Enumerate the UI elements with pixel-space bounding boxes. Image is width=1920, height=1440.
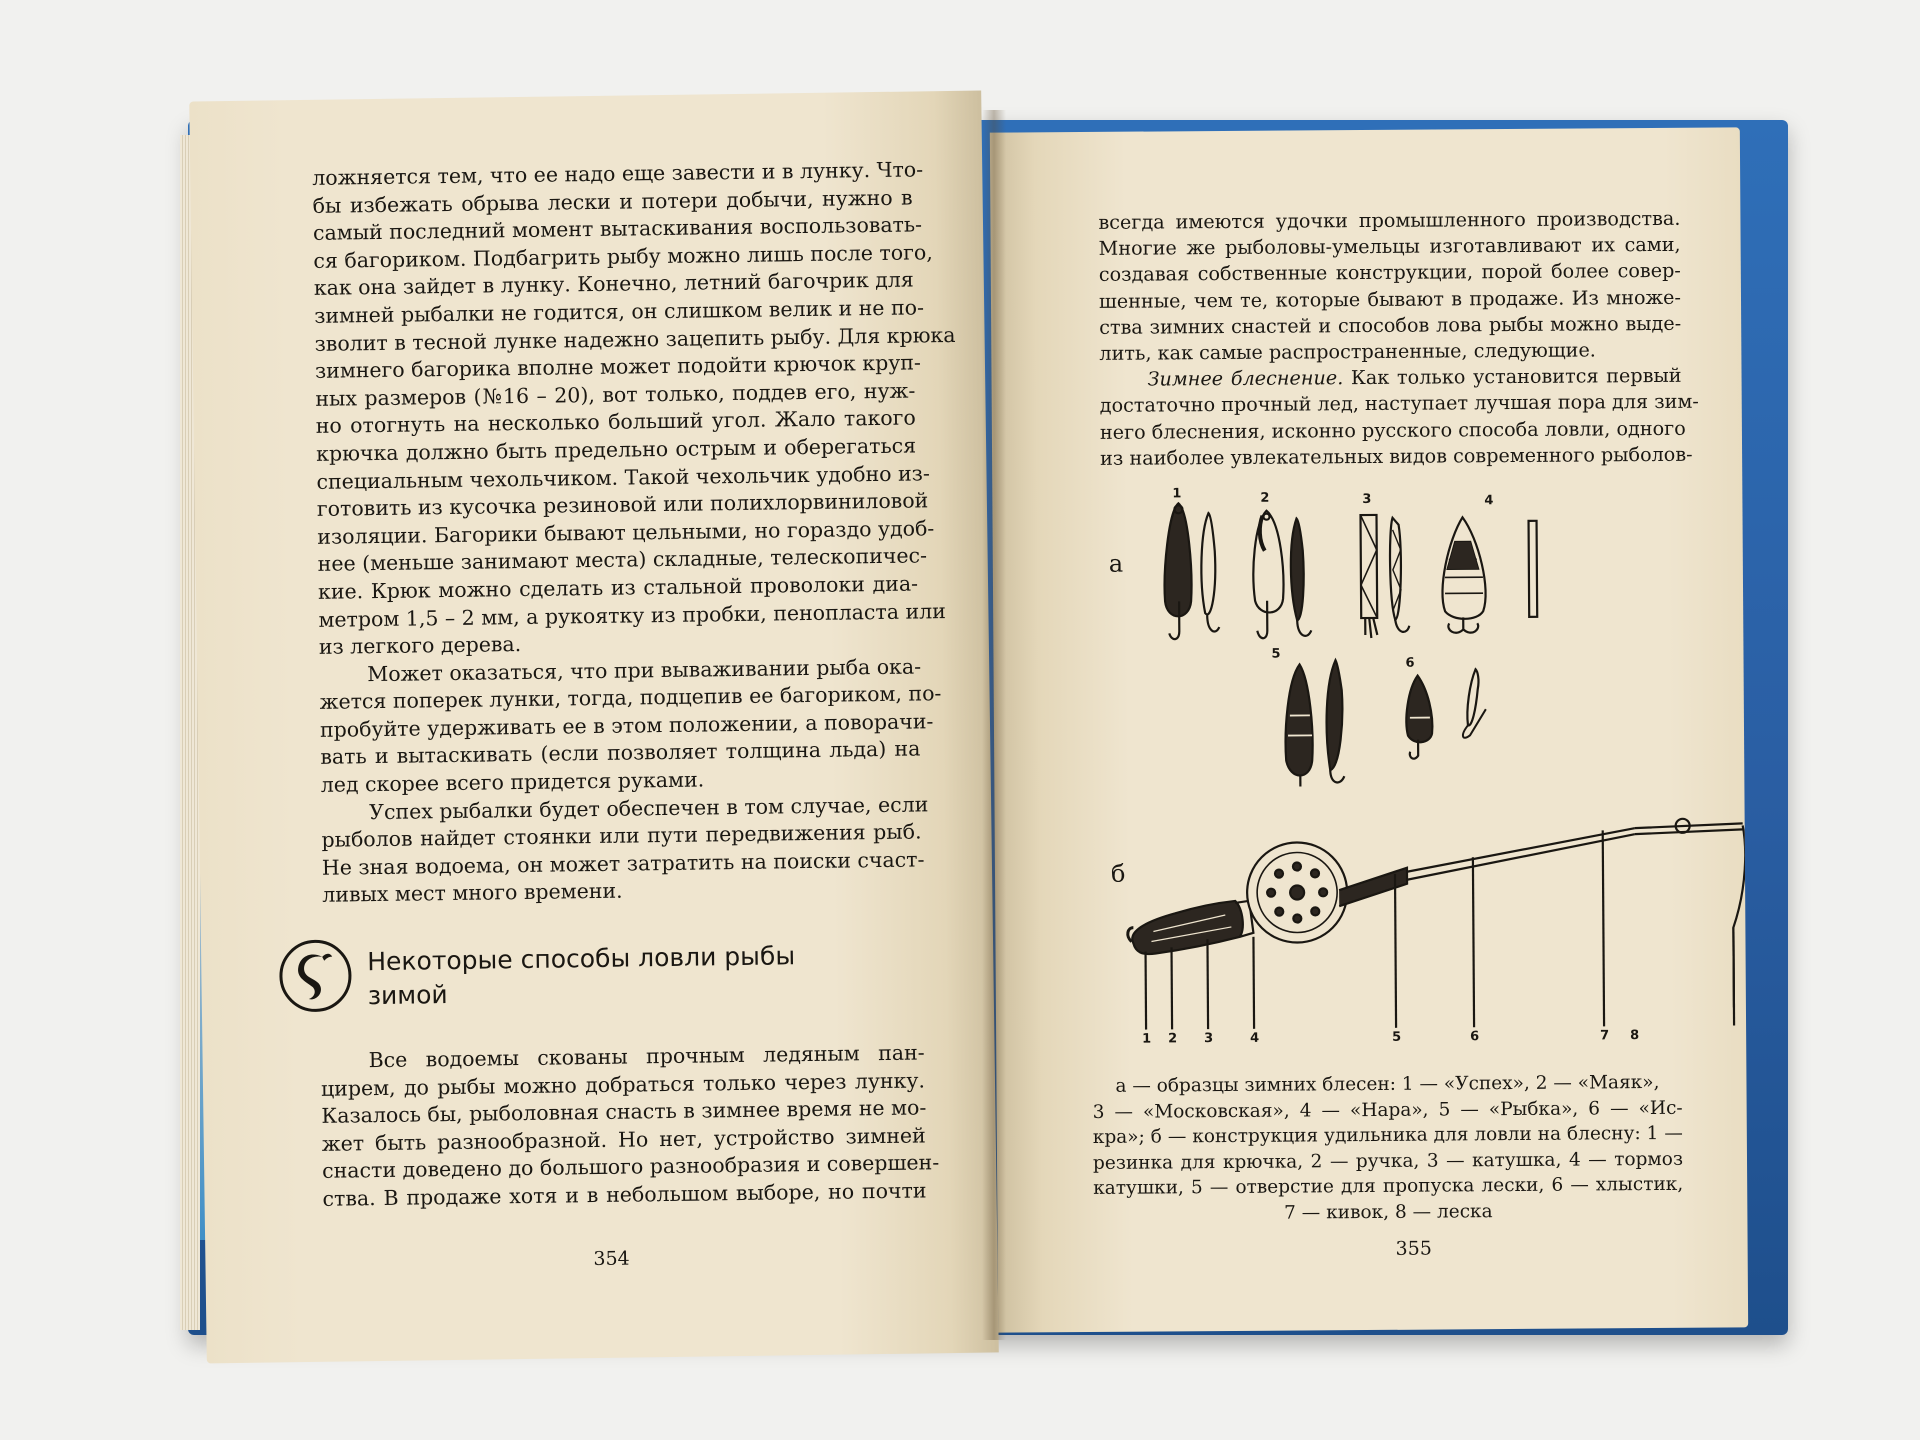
right-paragraph-1: всегда имеются удочки промышленного производства. Многие же рыболовы-умельцы изготавливают их сами, создавая собственные конструкции, порой более совер- шенные, чем те, которые бывают в продаже. Из множе- ства зимних снастей и способов лова рыбы можно выде- лить, как самые распространенные, следующие. — [1098, 206, 1682, 365]
page-number-right: 355 — [1395, 1237, 1432, 1260]
figure-label-a: а — [1108, 549, 1124, 578]
lure-1-uspekh-drawing — [1164, 503, 1219, 639]
lure-6-iskra-drawing — [1406, 669, 1486, 759]
left-paragraph-3: Успех рыбалки будет обеспечен в том случае, если рыболов найдет стоянки или пути передвижения рыб. Не зная водоема, он может затратить на поиски счаст- ливых мест много времени. — [321, 791, 929, 908]
left-text-bottom — [320, 1039, 940, 1213]
left-paragraph-2: Может оказаться, что при вываживании рыба ока- жется поперек лунки, тогда, подцепив ее багориком, по- пробуйте удерживать ее в этом положении, а поворачи- вать и вытаскивать (если позволяет толщина льда) на лед скорее всего придется руками. — [319, 654, 942, 797]
left-paragraph-4: Все водоемы скованы прочным ледяным пан- цирем, до рыбы можно добраться только через лунку. Казалось бы, рыболовная снасть в зимнее время не мо- жет быть разнообразной. Но нет, устройство зимней снасти доведено до большого разнообразия и совершен- ства. В продаже хотя и в небольшом выборе, но почти — [320, 1040, 940, 1211]
section-heading — [279, 932, 880, 1040]
lures-and-rod-figure: а б 1 2 3 4 5 6 1 2 3 4 5 6 7 8 — [990, 127, 1747, 1072]
left-paragraph-1: ложняется тем, что ее надо еще завести и в лунку. Что- бы избежать обрыва лески и потери добычи, нужно в самый последний момент вытаскивания воспользовать- ся багориком. Подбагрить рыбу можно лишь после того, как она зайдет в лунку. Конечно, летний багочрик для зимней рыбалки не годится, он слишком велик и не по- зволит в тесной лунке надежно зацепить рыбу. Для крюка зимнего багорика вполне может подойти крючок круп- ных размеров (№16 – 20), вот только, поддев его, нуж- но отогнуть на несколько больший угол. Жало такого крючка должно быть предельно острым и оберегаться специальным чехольчиком. Такой чехольчик удобно из- готовить из кусочка резиновой или полихлорвиниловой изоляции. Багорики бывают цельными, но гораздо удоб- нее (меньше занимают места) складные, телескопичес- кие. Крюк можно сделать из стальной проволоки диа- метром 1,5 – 2 мм, а рукоятку из пробки, пенопласта или из легкого дерева. — [312, 157, 956, 659]
left-text-top — [312, 157, 956, 910]
right-page — [990, 127, 1748, 1332]
figure-label-b: б — [1110, 859, 1126, 888]
lure-4-nara-drawing — [1442, 517, 1537, 633]
book-gutter — [982, 110, 1006, 1340]
page-number-left: 354 — [593, 1247, 630, 1271]
left-page — [189, 91, 999, 1364]
right-paragraph-2: Зимнее блеснение. Как только установится первый достаточно прочный лед, наступает лучшая пора для зим- него блеснения, исконно русского способа ловли, одного из наиболее увлекательных видов современного рыболов- — [1099, 364, 1699, 470]
lure-3-moskovskaya-drawing — [1360, 515, 1409, 638]
fishing-rod-drawing — [1127, 818, 1746, 1029]
zimnee-bleснение-term: Зимнее блеснение. — [1147, 366, 1344, 391]
figure-drawing — [990, 127, 1747, 1072]
section-heading-title: Некоторые способы ловли рыбы зимой — [367, 941, 796, 1011]
lure-2-mayak-drawing — [1253, 510, 1311, 638]
figure-caption: а — образцы зимних блесен: 1 — «Успех», 2 — «Маяк», 3 — «Московская», 4 — «Нара», 5 — «Рыбка», 6 — «Ис- кра»; б — конструкция удильника для ловли на блесну: 1 — резинка для крючка, 2 — ручка, 3 — катушка, 4 — тормоз катушки, 5 — отверстие для пропуска лески, 6 — хлыстик, 7 — кивок, 8 — леска — [1092, 1071, 1684, 1224]
lure-5-rybka-drawing — [1285, 660, 1344, 786]
fish-emblem-icon — [279, 939, 352, 1012]
